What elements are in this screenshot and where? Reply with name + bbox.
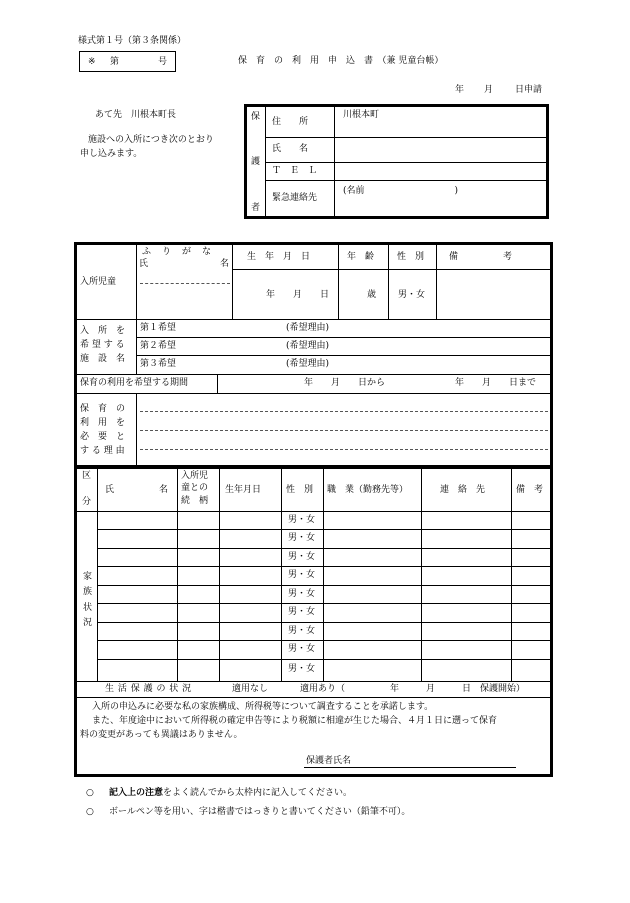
- date-year: 年: [455, 85, 465, 95]
- age-label: 年 齢: [347, 252, 375, 262]
- date-day: 日申請: [515, 85, 543, 95]
- family-sex-6[interactable]: 男・女: [288, 607, 316, 617]
- shimei-shi: 氏: [139, 259, 149, 269]
- welfare-not-applied[interactable]: 適用なし: [232, 684, 269, 694]
- child-age-value[interactable]: 歳: [367, 290, 377, 300]
- addressee: あて先 川根本町長: [95, 110, 177, 120]
- period-to[interactable]: 年 月 日まで: [455, 378, 537, 388]
- family-sex-7[interactable]: 男・女: [288, 626, 316, 636]
- note-1-bold: 記入上の注意: [109, 788, 164, 798]
- page-title: 保 育 の 利 用 申 込 書 （兼 児童台帳）: [238, 56, 444, 66]
- signature-label: 保護者氏名: [306, 756, 352, 766]
- family-side-3: 状: [83, 603, 93, 613]
- sex-label: 性 別: [397, 252, 425, 262]
- family-sex-2[interactable]: 男・女: [288, 533, 316, 543]
- reason-label-1: 保 育 の: [80, 404, 126, 414]
- child-sex-value[interactable]: 男・女: [398, 290, 426, 300]
- note-1-text: をよく読んでから太枠内に記入してください。: [163, 788, 353, 798]
- contact-header: 連 絡 先: [440, 485, 486, 495]
- form-id: 様式第１号（第３条関係）: [78, 36, 187, 46]
- number-box: [79, 51, 176, 72]
- kubun-1: 区: [82, 471, 92, 481]
- consent-line2: また、年度途中において所得税の確定申告等により税額に相違が生じた場合、４月１日に遡って保育: [92, 716, 498, 726]
- remarks-label: 備 考: [449, 252, 513, 262]
- reason-label-4: す る 理 由: [80, 446, 125, 456]
- family-side-1: 家: [83, 572, 93, 582]
- family-sex-1[interactable]: 男・女: [288, 515, 316, 525]
- choice-3-label: 第３希望: [140, 359, 177, 369]
- reason-label-2: 利 用 を: [80, 418, 126, 428]
- shimei-mei: 名: [220, 259, 230, 269]
- choice-2-reason[interactable]: (希望理由): [286, 341, 330, 351]
- choice-3-reason[interactable]: (希望理由): [286, 359, 330, 369]
- consent-line3: 料の変更があっても異議はありません。: [80, 730, 243, 740]
- address-value[interactable]: 川根本町: [343, 110, 380, 120]
- consent-line1: 入所の申込みに必要な私の家族構成、所得税等について調査することを承諾します。: [92, 702, 434, 712]
- name-label: 氏 名: [272, 144, 309, 154]
- date-month: 月: [484, 85, 494, 95]
- family-sex-9[interactable]: 男・女: [288, 664, 316, 674]
- furigana-label: ふ り が な: [142, 247, 213, 257]
- child-birth-value[interactable]: 年 月 日: [266, 290, 330, 300]
- guardian-side-2: 護: [251, 157, 261, 167]
- family-sex-4[interactable]: 男・女: [288, 570, 316, 580]
- facility-label-3: 施 設 名: [80, 354, 126, 364]
- number-dai: 第: [110, 57, 120, 67]
- period-from[interactable]: 年 月 日から: [304, 378, 386, 388]
- welfare-applied[interactable]: 適用あり（ 年 月 日 保護開始）: [300, 684, 526, 694]
- family-sex-5[interactable]: 男・女: [288, 589, 316, 599]
- emergency-value[interactable]: (名前 ): [343, 186, 459, 196]
- period-label: 保育の利用を希望する期間: [80, 378, 189, 388]
- request-line2: 申し込みます。: [80, 149, 143, 159]
- remarks-header: 備 考: [516, 485, 544, 495]
- child-label: 入所児童: [80, 277, 117, 287]
- request-line1: 施設への入所につき次のとおり: [88, 135, 214, 145]
- tel-label: Ｔ Ｅ Ｌ: [272, 166, 318, 176]
- relation-header-1: 入所児: [181, 471, 209, 481]
- kubun-2: 分: [82, 497, 92, 507]
- job-header: 職 業（勤務先等）: [327, 485, 409, 495]
- choice-1-label: 第１希望: [140, 323, 177, 333]
- reason-label-3: 必 要 と: [80, 432, 126, 442]
- relation-header-2: 童との: [181, 483, 209, 493]
- note-2-mark: ○: [86, 807, 94, 817]
- family-side-2: 族: [83, 587, 93, 597]
- birth-header: 生年月日: [225, 485, 262, 495]
- signature-line[interactable]: [304, 767, 516, 768]
- shimei-header: 氏 名: [105, 485, 169, 495]
- note-2-text: ボールペン等を用い、字は楷書ではっきりと書いてください（鉛筆不可）。: [109, 807, 411, 817]
- sex-header: 性 別: [286, 485, 314, 495]
- birth-label: 生 年 月 日: [247, 252, 311, 262]
- address-label: 住 所: [272, 117, 309, 127]
- number-mark: ※: [88, 57, 96, 67]
- facility-label-1: 入 所 を: [80, 326, 126, 336]
- number-go: 号: [158, 57, 168, 67]
- guardian-side-1: 保: [251, 112, 261, 122]
- note-1-mark: ○: [86, 788, 94, 798]
- relation-header-3: 続 柄: [181, 496, 209, 506]
- choice-2-label: 第２希望: [140, 341, 177, 351]
- welfare-label: 生 活 保 護 の 状 況: [105, 684, 192, 694]
- facility-label-2: 希 望 す る: [80, 340, 125, 350]
- choice-1-reason[interactable]: (希望理由): [286, 323, 330, 333]
- family-sex-3[interactable]: 男・女: [288, 552, 316, 562]
- guardian-side-3: 者: [251, 203, 261, 213]
- family-sex-8[interactable]: 男・女: [288, 644, 316, 654]
- emergency-label: 緊急連絡先: [272, 193, 318, 203]
- family-side-4: 況: [83, 618, 93, 628]
